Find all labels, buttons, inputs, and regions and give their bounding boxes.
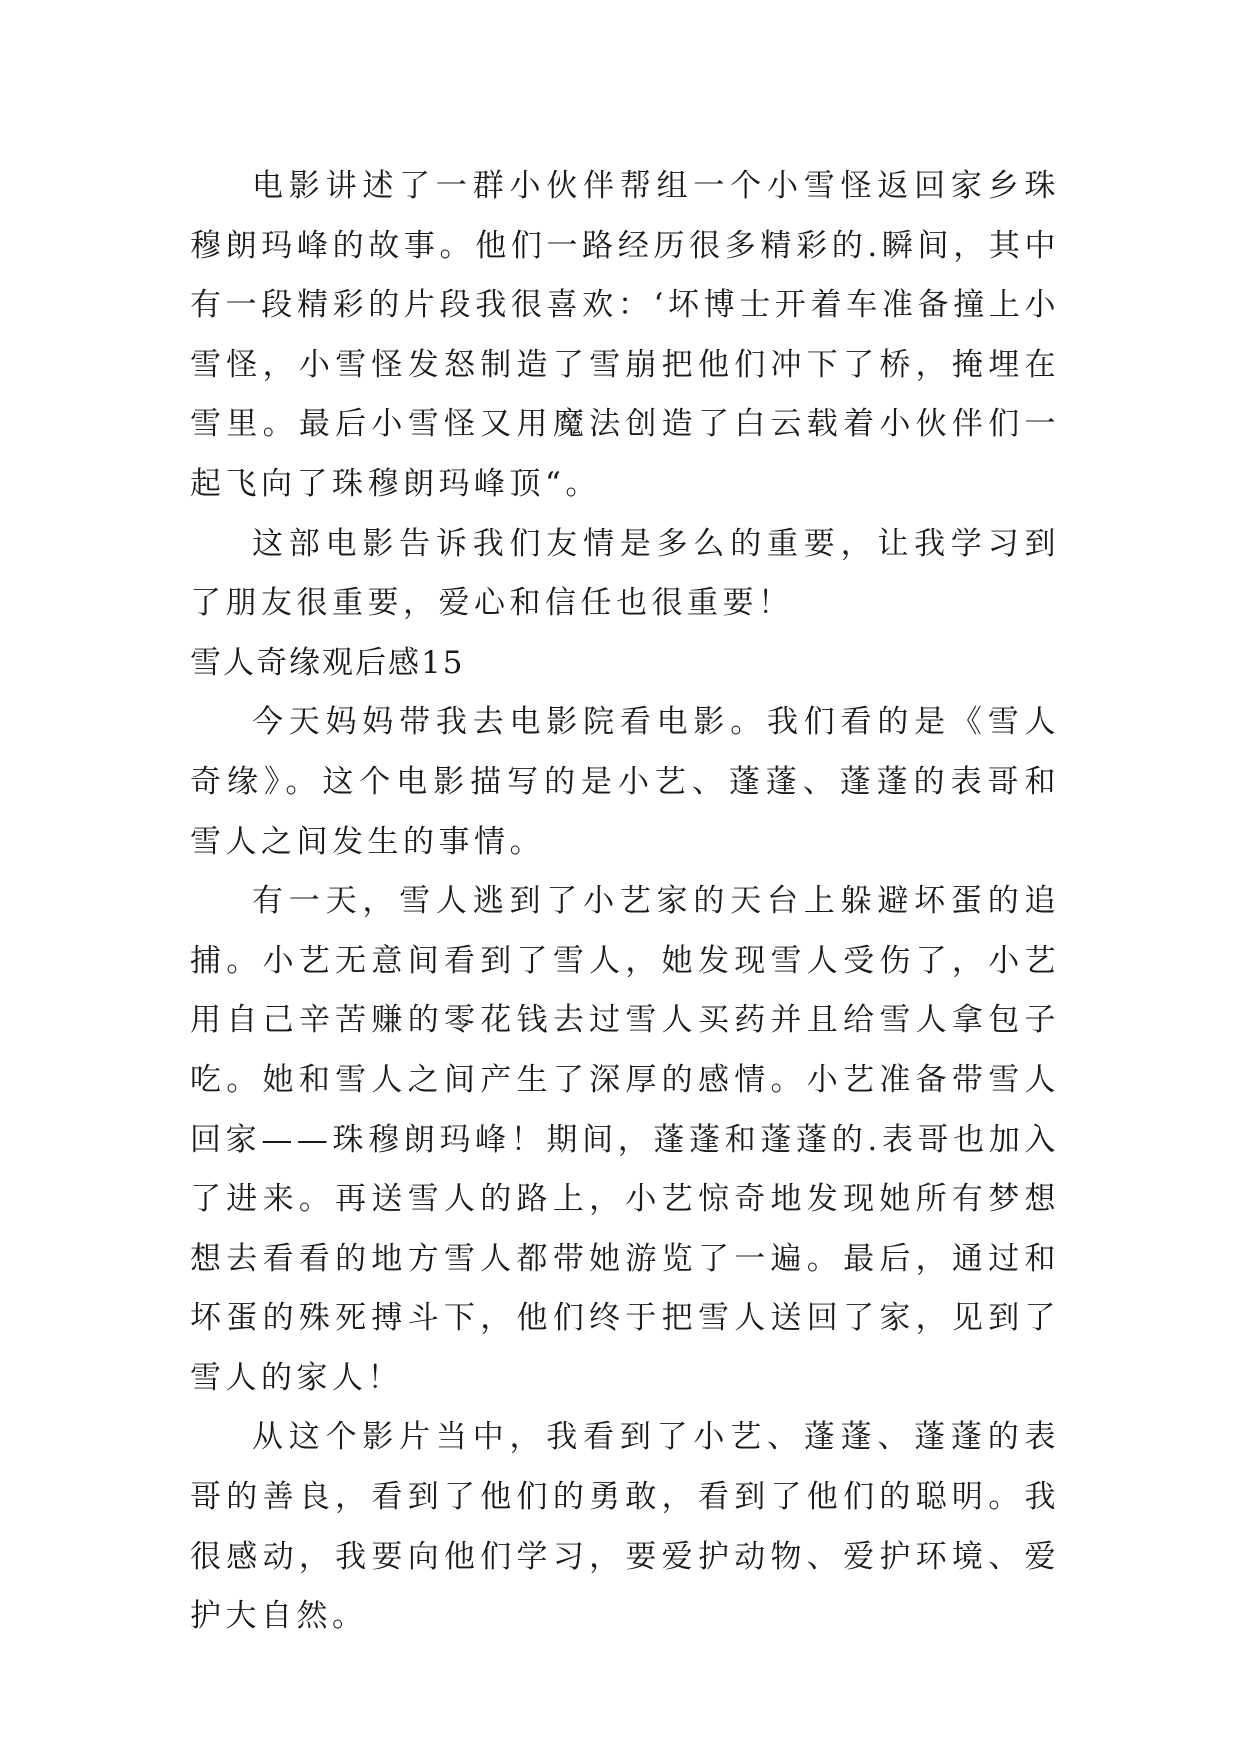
paragraph-friendship-lesson: 这部电影告诉我们友情是多么的重要，让我学习到了朋友很重要，爱心和信任也很重要！ [190,525,1060,622]
paragraph-reflection: 从这个影片当中，我看到了小艺、蓬蓬、蓬蓬的表哥的善良，看到了他们的勇敢，看到了他们的聪明。我很感动，我要向他们学习，要爱护动物、爱护环境、爱护大自然。 [190,1419,1060,1635]
document-body [190,157,1060,1647]
section-heading: 雪人奇缘观后感15 [190,644,465,681]
paragraph-cinema-visit: 今天妈妈带我去电影院看电影。我们看的是《雪人奇缘》。这个电影描写的是小艺、蓬蓬、蓬蓬的表哥和雪人之间发生的事情。 [190,704,1060,860]
paragraph-story-events: 有一天，雪人逃到了小艺家的天台上躲避坏蛋的追捕。小艺无意间看到了雪人，她发现雪人受伤了，小艺用自己辛苦赚的零花钱去过雪人买药并且给雪人拿包子吃。她和雪人之间产生了深厚的感情。小艺准备带雪人回家——珠穆朗玛峰！期间，蓬蓬和蓬蓬的.表哥也加入了进来。再送雪人的路上，小艺惊奇地发现她所有梦想想去看看的地方雪人都带她游览了一遍。最后，通过和坏蛋的殊死搏斗下，他们终于把雪人送回了家，见到了雪人的家人！ [190,883,1060,1396]
paragraph-plot-summary: 电影讲述了一群小伙伴帮组一个小雪怪返回家乡珠穆朗玛峰的故事。他们一路经历很多精彩的.瞬间，其中有一段精彩的片段我很喜欢：‘坏博士开着车准备撞上小雪怪，小雪怪发怒制造了雪崩把他们冲下了桥，掩埋在雪里。最后小雪怪又用魔法创造了白云载着小伙伴们一起飞向了珠穆朗玛峰顶“。 [190,168,1060,502]
